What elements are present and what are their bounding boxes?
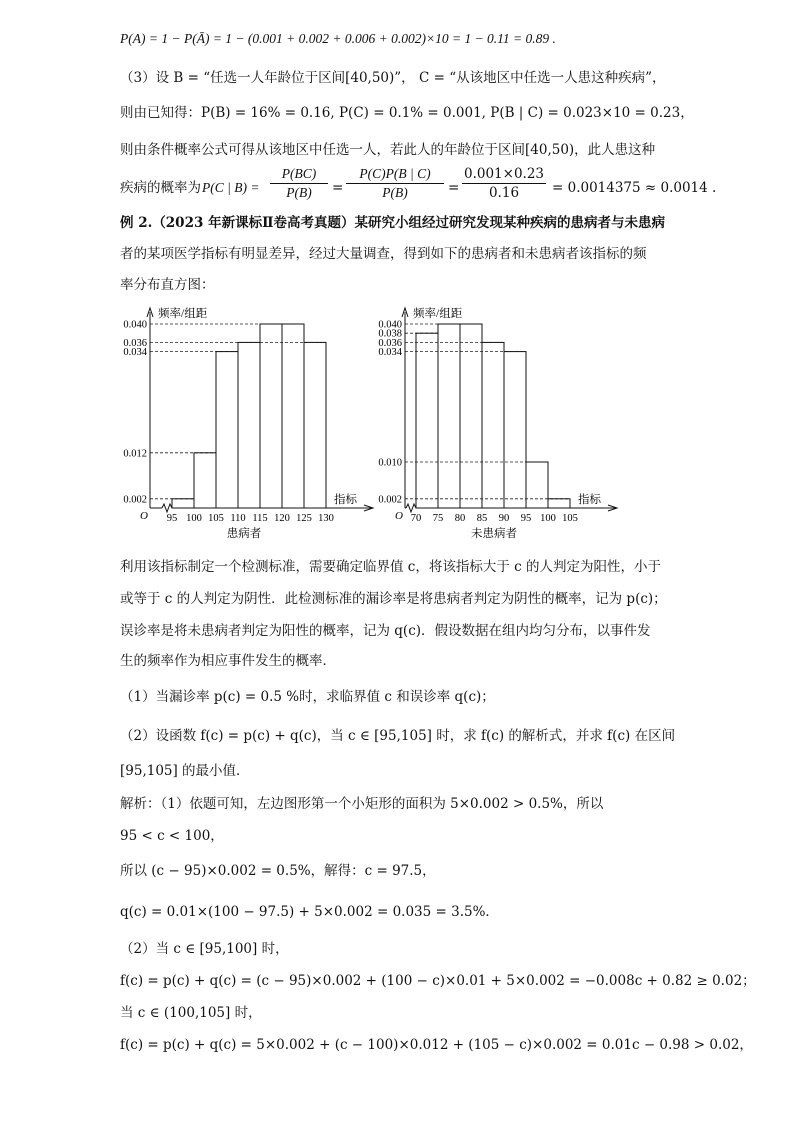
x-tick-label-1: 75 [432, 513, 444, 524]
axis-break [406, 504, 416, 512]
y-tick-label-1: 0.012 [123, 448, 147, 460]
fraction-2 [346, 165, 444, 202]
answer-line-5: （2）当 c ∈ [95,100] 时， [120, 941, 289, 957]
problem-line-3: 误诊率是将未患病者判定为阳性的概率，记为 q(c)．假设数据在组内均匀分布，以事件发 [120, 623, 651, 639]
origin-label: O [140, 510, 148, 522]
x-tick-label-0: 95 [166, 513, 178, 524]
problem-line-2: 或等于 c 的人判定为阴性．此检测标准的漏诊率是将患病者判定为阴性的概率，记为 p(c)； [120, 591, 667, 607]
fraction-2-numerator: P(C)P(B | C) [346, 165, 444, 184]
line-5-rhs: = 0.0014375 ≈ 0.0014 . [552, 180, 717, 196]
bar-5 [526, 462, 548, 508]
x-tick-label-1: 100 [186, 513, 202, 524]
y-axis-label: 频率/组距 [413, 308, 463, 320]
y-tick-label-4: 0.038 [378, 328, 402, 340]
bar-2 [216, 352, 238, 508]
bar-6 [548, 499, 570, 508]
answer-line-1: 解析：（1）依题可知，左边图形第一个小矩形的面积为 5×0.002 > 0.5%，所以 [120, 796, 604, 812]
x-tick-label-5: 120 [274, 513, 290, 524]
x-tick-label-3: 110 [230, 513, 246, 524]
solution-line-4: 则由条件概率公式可得从该地区中任选一人，若此人的年龄位于区间[40,50)，此人患这种 [120, 142, 656, 158]
question-1: （1）当漏诊率 p(c) = 0.5 %时，求临界值 c 和误诊率 q(c)； [120, 689, 495, 705]
fraction-2-denominator: P(B) [382, 185, 408, 200]
axis-break [162, 504, 172, 512]
question-2: （2）设函数 f(c) = p(c) + q(c)，当 c ∈ [95,105] 时，求 f(c) 的解析式，并求 f(c) 在区间 [120, 728, 676, 744]
x-tick-label-2: 105 [208, 513, 224, 524]
problem-line-4: 生的频率作为相应事件发生的概率． [120, 653, 336, 669]
histogram-patients [123, 306, 373, 540]
y-tick-label-3: 0.036 [123, 337, 147, 349]
fraction-1-numerator: P(BC) [270, 165, 328, 184]
x-axis-label: 指标 [334, 494, 357, 506]
bar-6 [304, 342, 326, 508]
answer-line-8: f(c) = p(c) + q(c) = 5×0.002 + (c − 100)×0.012 + (105 − c)×0.002 = 0.01c − 0.98 > 0.02， [120, 1037, 753, 1053]
histograms-figure [110, 300, 630, 550]
y-axis-label: 频率/组距 [158, 308, 208, 320]
histogram-non-patients [378, 306, 617, 540]
answer-line-6: f(c) = p(c) + q(c) = (c − 95)×0.002 + (100 − c)×0.01 + 5×0.002 = −0.008c + 0.82 ≥ 0.02； [120, 973, 756, 989]
fraction-3-denominator: 0.16 [488, 185, 520, 201]
answer-line-4: q(c) = 0.01×(100 − 97.5) + 5×0.002 = 0.035 = 3.5%． [120, 904, 499, 920]
fraction-3-numerator: 0.001×0.23 [463, 166, 545, 182]
question-2-cont: [95,105] 的最小值． [120, 763, 250, 779]
bar-4 [260, 324, 282, 508]
example-line-3: 率分布直方图： [120, 277, 215, 293]
fraction-1-denominator: P(B) [286, 185, 312, 200]
bar-0 [416, 333, 438, 508]
x-tick-label-6: 125 [296, 513, 312, 524]
solution-line-3: 则由已知得：P(B) = 16% = 0.16, P(C) = 0.1% = 0.001, P(B | C) = 0.023×10 = 0.23， [120, 105, 694, 121]
answer-line-2: 95 < c < 100， [120, 828, 224, 844]
solution-line-2: （3）设 B = “任选一人年龄位于区间[40,50)”， C = “从该地区中任选一人患这种疾病”， [120, 70, 666, 86]
x-tick-label-4: 115 [252, 513, 268, 524]
y-tick-label-2: 0.034 [123, 347, 147, 359]
y-tick-label-0: 0.002 [378, 494, 402, 506]
x-tick-label-7: 105 [562, 513, 578, 524]
example-heading: 例 2.（2023 年新课标Ⅱ卷高考真题）某研究小组经过研究发现某种疾病的患病者与未患病 [120, 215, 665, 231]
chart-title: 未患病者 [471, 528, 517, 540]
y-tick-label-3: 0.036 [378, 337, 402, 349]
chart-title: 患病者 [226, 528, 262, 540]
solution-line-1: P(A) = 1 − P(Ā) = 1 − (0.001 + 0.002 + 0.006 + 0.002)×10 = 1 − 0.11 = 0.89 . [120, 31, 556, 46]
y-tick-label-2: 0.034 [378, 347, 402, 359]
x-axis-label: 指标 [578, 494, 601, 506]
bar-4 [504, 352, 526, 508]
x-tick-label-0: 70 [410, 513, 422, 524]
bar-1 [194, 453, 216, 508]
line-5-text: 疾病的概率为 [120, 180, 201, 196]
y-tick-label-1: 0.010 [378, 457, 402, 469]
x-tick-label-4: 90 [498, 513, 510, 524]
bar-3 [482, 342, 504, 508]
x-tick-label-7: 130 [318, 513, 334, 524]
answer-line-7: 当 c ∈ (100,105] 时， [120, 1005, 262, 1021]
bar-3 [238, 342, 260, 508]
line-5-lhs: P(C | B) = [202, 180, 260, 195]
y-tick-label-4: 0.040 [123, 319, 147, 331]
answer-line-3: 所以 (c − 95)×0.002 = 0.5%，解得：c = 97.5， [120, 863, 436, 879]
bar-0 [172, 499, 194, 508]
problem-line-1: 利用该指标制定一个检测标准，需要确定临界值 c，将该指标大于 c 的人判定为阳性，小于 [120, 559, 661, 575]
x-tick-label-6: 100 [540, 513, 556, 524]
bar-5 [282, 324, 304, 508]
origin-label: O [395, 510, 403, 522]
y-tick-label-5: 0.040 [378, 319, 402, 331]
x-tick-label-5: 95 [520, 513, 532, 524]
x-tick-label-3: 85 [476, 513, 488, 524]
x-tick-label-2: 80 [454, 513, 466, 524]
fraction-3 [462, 165, 546, 202]
fraction-1 [270, 165, 328, 202]
y-tick-label-0: 0.002 [123, 494, 147, 506]
example-line-2: 者的某项医学指标有明显差异，经过大量调查，得到如下的患病者和未患病者该指标的频 [120, 246, 647, 262]
